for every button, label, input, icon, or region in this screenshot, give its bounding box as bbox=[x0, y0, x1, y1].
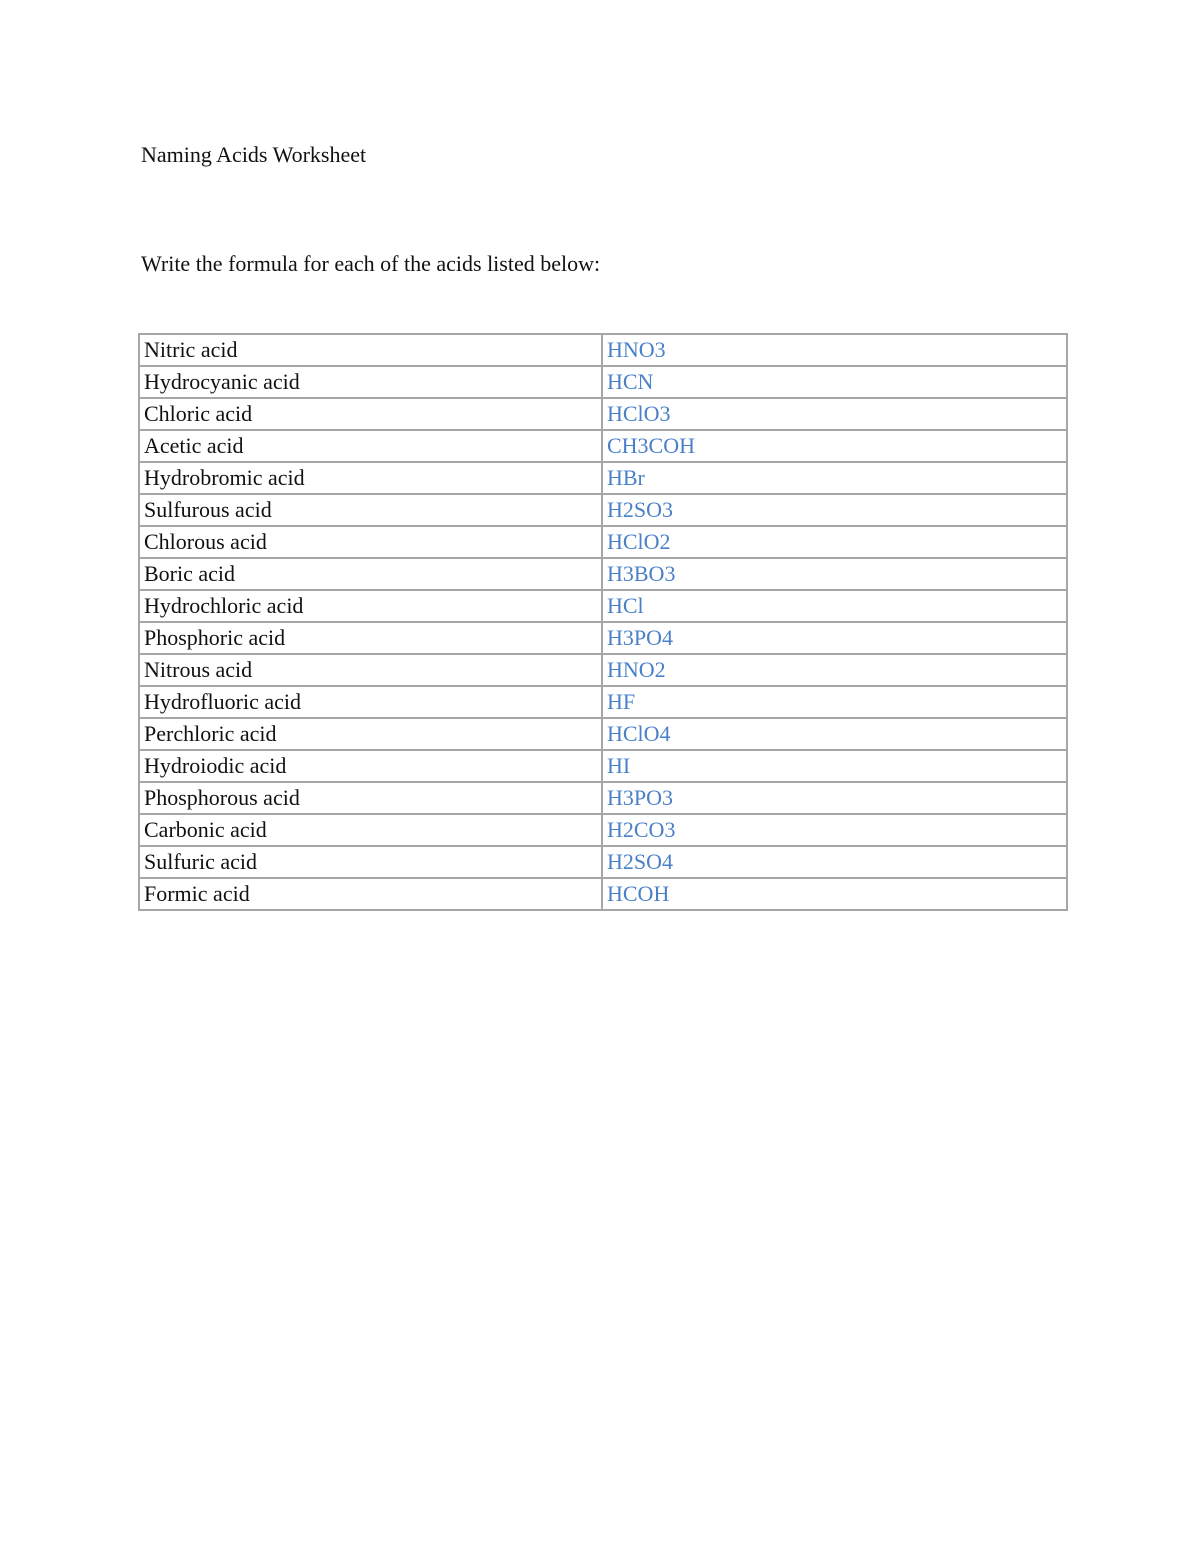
table-row bbox=[139, 750, 1067, 782]
acid-formula-cell: HCOH bbox=[602, 878, 1067, 910]
acids-table bbox=[138, 333, 1068, 911]
acid-formula-cell: HClO4 bbox=[602, 718, 1067, 750]
table-row bbox=[139, 814, 1067, 846]
acid-formula-cell: HNO3 bbox=[602, 334, 1067, 366]
acid-formula-cell: HClO2 bbox=[602, 526, 1067, 558]
acid-name-cell: Formic acid bbox=[139, 878, 602, 910]
table-row bbox=[139, 462, 1067, 494]
acid-name-cell: Hydrochloric acid bbox=[139, 590, 602, 622]
acid-name-cell: Hydroiodic acid bbox=[139, 750, 602, 782]
acid-formula-cell: H3PO4 bbox=[602, 622, 1067, 654]
table-row bbox=[139, 590, 1067, 622]
acid-name-cell: Hydrofluoric acid bbox=[139, 686, 602, 718]
acid-formula-cell: HNO2 bbox=[602, 654, 1067, 686]
instructions-text: Write the formula for each of the acids listed below: bbox=[141, 251, 601, 276]
acid-name-cell: Perchloric acid bbox=[139, 718, 602, 750]
page-title: Naming Acids Worksheet bbox=[141, 142, 367, 167]
acid-name-cell: Sulfurous acid bbox=[139, 494, 602, 526]
table-row bbox=[139, 558, 1067, 590]
acid-formula-cell: CH3COH bbox=[602, 430, 1067, 462]
acid-formula-cell: H3BO3 bbox=[602, 558, 1067, 590]
table-row bbox=[139, 846, 1067, 878]
table-row bbox=[139, 654, 1067, 686]
acid-name-cell: Hydrocyanic acid bbox=[139, 366, 602, 398]
acid-name-cell: Phosphoric acid bbox=[139, 622, 602, 654]
table-row bbox=[139, 334, 1067, 366]
acid-formula-cell: H2CO3 bbox=[602, 814, 1067, 846]
table-row bbox=[139, 430, 1067, 462]
acid-formula-cell: HBr bbox=[602, 462, 1067, 494]
acid-name-cell: Nitrous acid bbox=[139, 654, 602, 686]
table-row bbox=[139, 686, 1067, 718]
table-row bbox=[139, 782, 1067, 814]
acid-formula-cell: HI bbox=[602, 750, 1067, 782]
acid-formula-cell: H2SO4 bbox=[602, 846, 1067, 878]
acid-formula-cell: H2SO3 bbox=[602, 494, 1067, 526]
acid-formula-cell: HClO3 bbox=[602, 398, 1067, 430]
acid-formula-cell: HF bbox=[602, 686, 1067, 718]
acid-name-cell: Carbonic acid bbox=[139, 814, 602, 846]
acid-name-cell: Chlorous acid bbox=[139, 526, 602, 558]
table-row bbox=[139, 398, 1067, 430]
acid-name-cell: Acetic acid bbox=[139, 430, 602, 462]
acid-formula-cell: HCl bbox=[602, 590, 1067, 622]
acid-name-cell: Hydrobromic acid bbox=[139, 462, 602, 494]
table-row bbox=[139, 366, 1067, 398]
table-row bbox=[139, 622, 1067, 654]
table-row bbox=[139, 526, 1067, 558]
acid-name-cell: Sulfuric acid bbox=[139, 846, 602, 878]
acid-name-cell: Nitric acid bbox=[139, 334, 602, 366]
table-row bbox=[139, 878, 1067, 910]
acid-formula-cell: H3PO3 bbox=[602, 782, 1067, 814]
acid-name-cell: Boric acid bbox=[139, 558, 602, 590]
acid-name-cell: Phosphorous acid bbox=[139, 782, 602, 814]
table-row bbox=[139, 494, 1067, 526]
acid-formula-cell: HCN bbox=[602, 366, 1067, 398]
acid-name-cell: Chloric acid bbox=[139, 398, 602, 430]
table-row bbox=[139, 718, 1067, 750]
